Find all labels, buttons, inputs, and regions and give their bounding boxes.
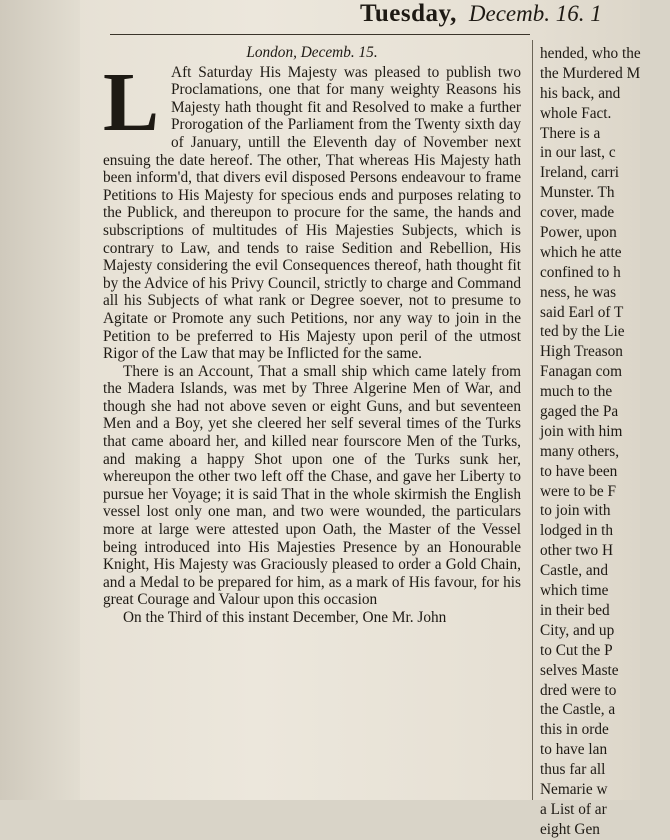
right-column-line: There is a	[540, 124, 601, 142]
right-column-line: gaged the Pa	[540, 403, 619, 421]
masthead-rule	[110, 34, 530, 35]
drop-cap: L	[103, 55, 160, 149]
right-column-line: High Treason	[540, 343, 623, 361]
page-margin	[0, 0, 80, 800]
right-column-line: in our last, c	[540, 144, 616, 162]
right-column-line: his back, and	[540, 84, 621, 102]
paragraph-text-1: Aft Saturday His Majesty was pleased to publish two Proclamations, one that for many weighty Reasons his Majesty hath thought fit and Resolved to make a further Prorogation of the Parliament from the Twenty sixth day of January, untill the Eleventh day of November next ensuing the date hereof. The other, That whereas His Majesty hath been inform'd, that divers evil disposed Persons endeavour to frame Petitions to His Majesty for specious ends and purposes relating to the Publick, and thereupon to procure for the same, the hands and subscriptions of multitudes of His Majesties Subjects, which is contrary to Law, and tends to raise Sedition and Rebellion, His Majesty considering the evil Consequences thereof, hath thought fit by the Advice of his Privy Council, strictly to charge and Command all his Subjects of what rank or Degree soever, not to presume to Agitate or Promote any such Petitions, nor any way to join in the Petition to be preferred to His Majesty upon peril of the utmost Rigor of the Law that may be Inflicted for the same.	[103, 63, 521, 363]
right-column-line: many others,	[540, 442, 620, 460]
masthead-weekday: Tuesday,	[360, 0, 457, 27]
right-column-line: Ireland, carri	[540, 164, 619, 182]
article-column-left	[103, 44, 521, 627]
right-column-line: were to be F	[540, 482, 617, 500]
right-column-line: to have been	[540, 462, 618, 480]
masthead	[360, 0, 650, 30]
right-column-line: thus far all	[540, 761, 606, 779]
right-column-line: which time	[540, 582, 609, 600]
right-column-line: selves Maste	[540, 661, 619, 679]
masthead-date: Decemb. 16. 1	[468, 1, 602, 26]
right-column-line: confined to h	[540, 263, 621, 281]
right-column-line: the Castle, a	[540, 701, 616, 719]
dateline: London, Decemb. 15.	[246, 44, 378, 61]
right-column-line: which he atte	[540, 243, 622, 261]
right-column-line: Castle, and	[540, 562, 608, 580]
right-column-line: Nemarie w	[540, 780, 608, 798]
right-column-line: in their bed	[540, 601, 610, 619]
article-column-right	[540, 44, 670, 840]
column-rule	[532, 40, 533, 800]
right-column-line: ted by the Lie	[540, 323, 625, 341]
right-column-line: to join with	[540, 502, 611, 520]
right-column-line: hended, who the	[540, 45, 641, 62]
right-column-line: Munster. Th	[540, 184, 615, 202]
right-column-line: ness, he was	[540, 283, 617, 301]
right-column-line: to Cut the P	[540, 641, 613, 659]
right-column-line: much to the	[540, 383, 613, 401]
right-column-line: Fanagan com	[540, 363, 622, 381]
article-paragraph-1	[103, 55, 521, 363]
right-column-line: eight Gen	[540, 820, 600, 838]
right-column-line: City, and up	[540, 621, 615, 639]
right-column-line: this in orde	[540, 721, 609, 739]
right-column-line: whole Fact.	[540, 104, 612, 122]
right-column-line: Power, upon	[540, 224, 617, 242]
right-column-line: join with him	[540, 422, 623, 440]
right-column-line: other two H	[540, 542, 614, 560]
right-column-line: the Murdered M	[540, 64, 641, 82]
article-paragraph-3: On the Third of this instant December, One Mr. John	[123, 609, 447, 626]
right-column-line: cover, made	[540, 204, 615, 222]
right-column-line: said Earl of T	[540, 303, 624, 321]
right-column-line: a List of ar	[540, 800, 607, 818]
right-column-line: to have lan	[540, 741, 608, 759]
right-column-line: lodged in th	[540, 522, 614, 540]
article-paragraph-2: There is an Account, That a small ship which came lately from the Madera Islands, was met by Three Algerine Men of War, and though she had not above seven or eight Guns, and but seventeen Men and a Boy, yet she cleered her self several times of the Turks that came aboard her, and killed near fourscore Men of the Turks, and making a happy Shot upon one of the Turks sunk her, whereupon the other two left off the Chase, and gave her Liberty to pursue her Voyage; it is said That in the whole skirmish the English vessel lost only one man, and two were wounded, the particulars more at large were attested upon Oath, the Master of the Vessel being introduced into His Majesties Presence by an Honourable Knight, His Majesty was Graciously pleased to order a Gold Chain, and a Medal to be prepared for him, as a mark of His favour, for his great Courage and Valour upon this occasion	[103, 362, 521, 609]
right-column-line: dred were to	[540, 681, 617, 699]
